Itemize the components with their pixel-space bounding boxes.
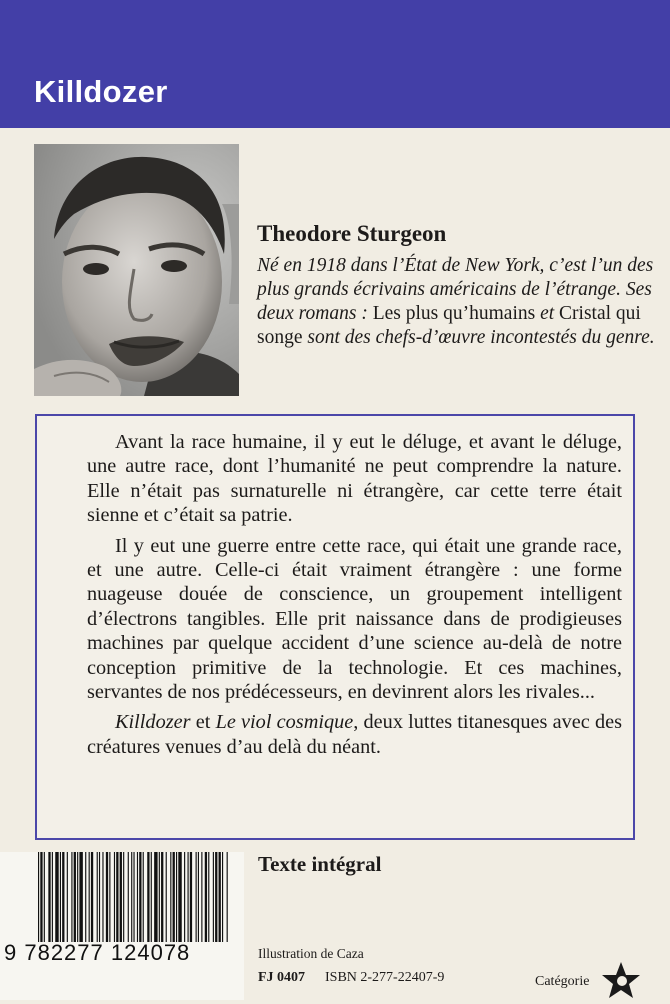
barcode-bar: [173, 852, 175, 942]
blurb-box: [35, 414, 635, 840]
story-conjunction: et: [195, 711, 211, 734]
barcode-bar: [77, 852, 78, 942]
barcode-bar: [176, 852, 177, 942]
barcode-bar: [151, 852, 152, 942]
barcode-bar: [48, 852, 50, 942]
barcode-bar: [178, 852, 181, 942]
barcode-bar: [79, 852, 82, 942]
barcode-bar: [196, 852, 197, 942]
barcode-bar: [52, 852, 53, 942]
barcode-bar: [71, 852, 72, 942]
illustration-credit: Illustration de Caza: [258, 946, 364, 961]
barcode-bar: [170, 852, 171, 942]
author-info: [257, 220, 657, 350]
barcode-bar: [143, 852, 144, 942]
barcode-bar: [166, 852, 167, 942]
barcode-bar: [227, 852, 228, 942]
barcode-bar: [161, 852, 163, 942]
barcode-bar: [89, 852, 90, 942]
author-name: Theodore Sturgeon: [257, 221, 447, 246]
story-title-1: Killdozer: [115, 711, 191, 734]
author-bio-intro: Né en 1918 dans l’État de New York, c’est l’un des plus grands écrivains américains de l’étrange. Ses deux romans :: [257, 255, 654, 324]
barcode-bar: [139, 852, 141, 942]
barcode-bar: [55, 852, 58, 942]
blurb-text: [87, 430, 622, 765]
barcode-bar: [205, 852, 207, 942]
barcode-bar: [190, 852, 192, 942]
barcode-bar: [40, 852, 42, 942]
barcode-bar: [109, 852, 110, 942]
barcode-bar: [44, 852, 45, 942]
barcode-bar: [91, 852, 93, 942]
barcode-bar: [201, 852, 202, 942]
barcode-bar: [99, 852, 100, 942]
barcode-bar: [208, 852, 209, 942]
header-band: [0, 0, 670, 128]
barcode-bar: [97, 852, 98, 942]
barcode-bar: [114, 852, 115, 942]
blurb-paragraph-3: [87, 710, 622, 759]
barcode-bar: [116, 852, 118, 942]
barcode-bars: [38, 852, 228, 942]
barcode-bar: [102, 852, 103, 942]
barcode-bar: [38, 852, 39, 942]
barcode-bar: [131, 852, 132, 942]
author-photo: [34, 144, 239, 396]
blurb-paragraph-3-rest: , deux luttes titanesques avec des créatures venues d’au delà du néant.: [87, 711, 622, 758]
author-bio: [257, 254, 657, 350]
category-star-icon: [601, 961, 641, 1004]
barcode: [0, 852, 244, 1000]
texte-integral-label: Texte intégral: [258, 852, 382, 876]
barcode-bar: [123, 852, 124, 942]
categorie-label: Catégorie: [535, 974, 590, 989]
novel-title-2: Cristal qui songe: [257, 303, 641, 348]
barcode-bar: [120, 852, 122, 942]
barcode-bar: [128, 852, 129, 942]
story-title-2: Le viol cosmique: [215, 711, 354, 734]
isbn: ISBN 2-277-22407-9: [325, 970, 445, 985]
barcode-bar: [154, 852, 157, 942]
series-title: Killdozer: [34, 74, 168, 109]
barcode-bar: [198, 852, 199, 942]
bio-connector: et: [540, 303, 555, 324]
barcode-bar: [74, 852, 76, 942]
fj-code: FJ 0407: [258, 970, 306, 985]
barcode-bar: [147, 852, 149, 942]
barcode-bar: [60, 852, 61, 942]
blurb-paragraph-1: Avant la race humaine, il y eut le déluge, et avant le déluge, une autre race, dont l’humanité ne peut comprendre la nature. Elle n’était pas surnaturelle ni étrangère, car cette terre était sienne et c’était sa patrie.: [87, 431, 622, 527]
barcode-digits: 9 782277 124078: [4, 940, 191, 965]
barcode-bar: [159, 852, 160, 942]
barcode-bar: [188, 852, 189, 942]
barcode-bar: [67, 852, 68, 942]
barcode-bar: [184, 852, 185, 942]
blurb-paragraph-2: Il y eut une guerre entre cette race, qui était une grande race, et une autre. Celle-ci était vraiment étrangère : une forme nuageuse douée de conscience, un groupement intelligent d’électrons tangibles. Elle prit naissance dans de prodigieuses machines par quelque accident d’une science au-delà de notre conception primitive de la technologie. Et ces machines, servantes de nos prédécesseurs, en devinrent alors les rivales...: [87, 534, 622, 704]
barcode-bar: [215, 852, 217, 942]
novel-title-1: Les plus qu’humains: [372, 303, 536, 324]
barcode-bar: [219, 852, 221, 942]
barcode-bar: [137, 852, 138, 942]
barcode-bar: [213, 852, 214, 942]
barcode-bar: [62, 852, 64, 942]
barcode-bar: [133, 852, 134, 942]
barcode-bar: [106, 852, 108, 942]
author-bio-outro: sont des chefs-d’œuvre incontestés du genre.: [307, 327, 655, 348]
barcode-bar: [85, 852, 86, 942]
barcode-bar: [222, 852, 223, 942]
